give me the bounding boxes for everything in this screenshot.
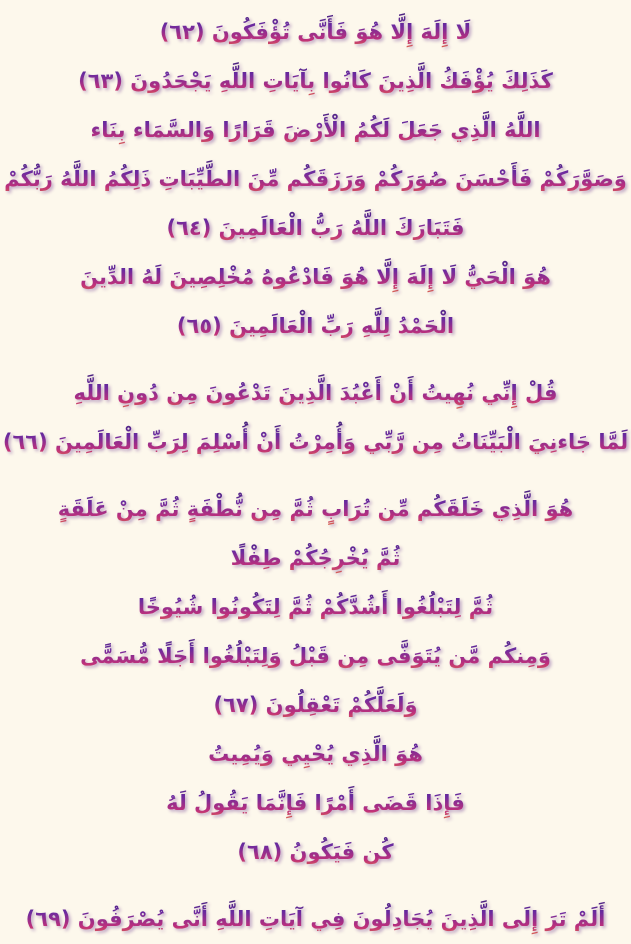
verse-line: قُلْ إِنِّي نُهِيتُ أَنْ أَعْبُدَ الَّذِينَ تَدْعُونَ مِن دُونِ اللَّهِ bbox=[0, 369, 631, 418]
verse-line: وَصَوَّرَكُمْ فَأَحْسَنَ صُوَرَكُمْ وَرَزَقَكُم مِّنَ الطَّيِّبَاتِ ذَلِكُمُ اللَّهُ رَبُّكُمْ bbox=[0, 155, 631, 204]
verse-line: لَا إِلَهَ إِلَّا هُوَ فَأَنَّى تُؤْفَكُونَ (٦٢) bbox=[0, 8, 631, 57]
verse-line: هُوَ الَّذِي يُحْيِي وَيُمِيتُ bbox=[0, 730, 631, 779]
verse-line: هُوَ الَّذِي خَلَقَكُم مِّن تُرَابٍ ثُمَّ مِن نُّطْفَةٍ ثُمَّ مِنْ عَلَقَةٍ bbox=[0, 485, 631, 534]
verse-line: كُن فَيَكُونُ (٦٨) bbox=[0, 828, 631, 877]
verse-line: لَمَّا جَاءنِيَ الْبَيِّنَاتُ مِن رَّبِّي وَأُمِرْتُ أَنْ أُسْلِمَ لِرَبِّ الْعَالَمِينَ (٦٦) bbox=[0, 418, 631, 467]
verse-line: الْحَمْدُ لِلَّهِ رَبِّ الْعَالَمِينَ (٦٥) bbox=[0, 302, 631, 351]
verse-line: أَلَمْ تَرَ إِلَى الَّذِينَ يُجَادِلُونَ فِي آيَاتِ اللَّهِ أَنَّى يُصْرَفُونَ (٦٩) bbox=[0, 895, 631, 944]
verse-group-2 bbox=[0, 369, 631, 467]
verse-line: ثُمَّ لِتَبْلُغُوا أَشُدَّكُمْ ثُمَّ لِتَكُونُوا شُيُوخًا bbox=[0, 583, 631, 632]
verse-group-1 bbox=[0, 8, 631, 351]
verse-group-4 bbox=[0, 895, 631, 944]
verse-line: ثُمَّ يُخْرِجُكُمْ طِفْلًا bbox=[0, 534, 631, 583]
verse-group-3 bbox=[0, 485, 631, 877]
verse-line: هُوَ الْحَيُّ لَا إِلَهَ إِلَّا هُوَ فَادْعُوهُ مُخْلِصِينَ لَهُ الدِّينَ bbox=[0, 253, 631, 302]
verse-line: فَإِذَا قَضَى أَمْرًا فَإِنَّمَا يَقُولُ لَهُ bbox=[0, 779, 631, 828]
verse-line: وَلَعَلَّكُمْ تَعْقِلُونَ (٦٧) bbox=[0, 681, 631, 730]
verse-line: فَتَبَارَكَ اللَّهُ رَبُّ الْعَالَمِينَ (٦٤) bbox=[0, 204, 631, 253]
verse-line: وَمِنكُم مَّن يُتَوَفَّى مِن قَبْلُ وَلِتَبْلُغُوا أَجَلًا مُّسَمًّى bbox=[0, 632, 631, 681]
verse-line: كَذَلِكَ يُؤْفَكُ الَّذِينَ كَانُوا بِآيَاتِ اللَّهِ يَجْحَدُونَ (٦٣) bbox=[0, 57, 631, 106]
verse-line: اللَّهُ الَّذِي جَعَلَ لَكُمُ الْأَرْضَ قَرَارًا وَالسَّمَاء بِنَاء bbox=[0, 106, 631, 155]
